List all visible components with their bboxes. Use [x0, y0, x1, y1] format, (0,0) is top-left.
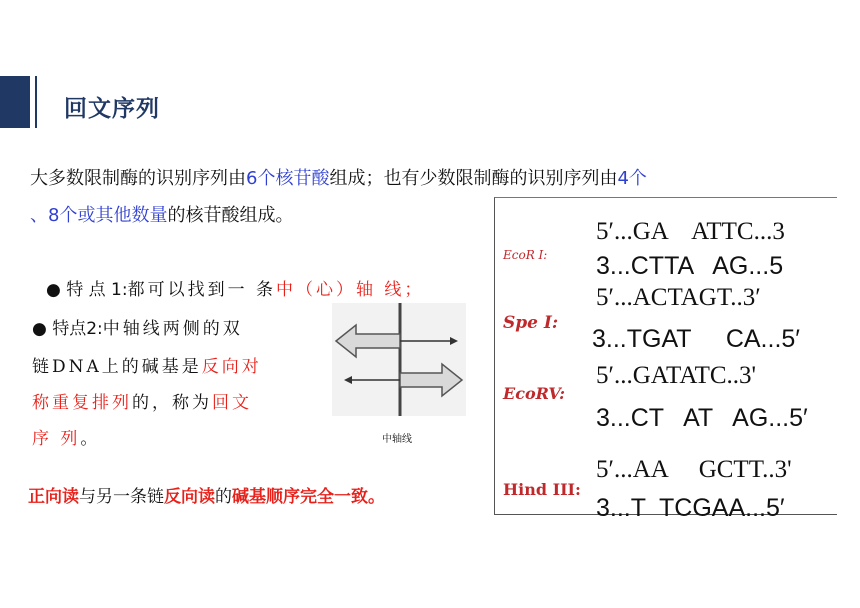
- sequence-bottom: 3...CT AT AG...5′: [596, 404, 808, 432]
- feature-2-line-4: [32, 424, 100, 449]
- feature-1-highlight: 中（心）轴 线；: [276, 280, 425, 300]
- feature-2-highlight: 称重复排列: [32, 393, 132, 413]
- feature-2-text: 链DNA上的碱基是: [32, 357, 202, 377]
- feature-2-text: 中轴线两侧的双: [102, 319, 243, 339]
- title-accent-bar: [0, 76, 30, 128]
- sequence-bottom: 3...T TCGAA...5′: [596, 494, 785, 522]
- sequence-top: 5′...ACTAGT..3′: [596, 284, 761, 311]
- title-accent-line: [35, 76, 37, 128]
- sequence-top: 5′...GA ATTC...3: [596, 218, 785, 245]
- sequence-bottom: 3...CTTA AG...5: [596, 252, 784, 280]
- feature-1-label: ● 特 点 1:: [46, 280, 128, 300]
- intro-line-1: [30, 166, 647, 192]
- conclusion-plain: 的: [215, 487, 232, 507]
- feature-2-label: ● 特点2:: [32, 319, 103, 339]
- feature-2: [32, 314, 243, 339]
- feature-2-line-3: [32, 388, 252, 413]
- conclusion-text: [28, 482, 385, 507]
- conclusion-highlight: 正向读: [28, 487, 79, 507]
- sequence-top: 5′...AA GCTT..3': [596, 456, 792, 483]
- intro-highlight: 6个核苷酸: [246, 168, 330, 189]
- intro-text: 组成；也有少数限制酶的识别序列由: [329, 168, 618, 189]
- feature-1-text: 都可以找到一 条: [127, 280, 276, 300]
- feature-2-line-2: [32, 352, 262, 377]
- feature-2-text: 的，称为: [132, 393, 212, 413]
- palindrome-axis-diagram: [332, 303, 466, 416]
- conclusion-highlight: 反向读: [164, 487, 215, 507]
- intro-line-2: [30, 203, 293, 229]
- enzyme-name: Spe I:: [503, 313, 559, 333]
- conclusion-plain: 与另一条链: [79, 487, 164, 507]
- sequence-top: 5′...GATATC..3': [596, 362, 757, 389]
- intro-highlight: 4个: [617, 168, 647, 189]
- feature-1: [46, 275, 424, 300]
- enzyme-name: EcoR I:: [503, 248, 548, 262]
- page-title: 回文序列: [64, 96, 160, 122]
- feature-2-highlight: 反向对: [201, 357, 262, 377]
- enzyme-name: Hind III:: [503, 480, 581, 499]
- feature-2-text: 。: [80, 429, 101, 449]
- intro-text: 的核苷酸组成。: [167, 205, 294, 226]
- feature-2-highlight: 回文: [212, 393, 252, 413]
- intro-highlight: 、8个或其他数量: [30, 205, 168, 226]
- conclusion-highlight: 碱基顺序完全一致。: [232, 487, 385, 507]
- axis-arrows-graphic: [332, 303, 466, 416]
- diagram-caption: 中轴线: [382, 434, 412, 445]
- sequence-bottom: 3...TGAT CA...5′: [592, 325, 800, 353]
- intro-text: 大多数限制酶的识别序列由: [30, 168, 246, 189]
- enzyme-name: EcoRV:: [503, 384, 566, 403]
- feature-2-highlight: 序 列: [32, 429, 81, 449]
